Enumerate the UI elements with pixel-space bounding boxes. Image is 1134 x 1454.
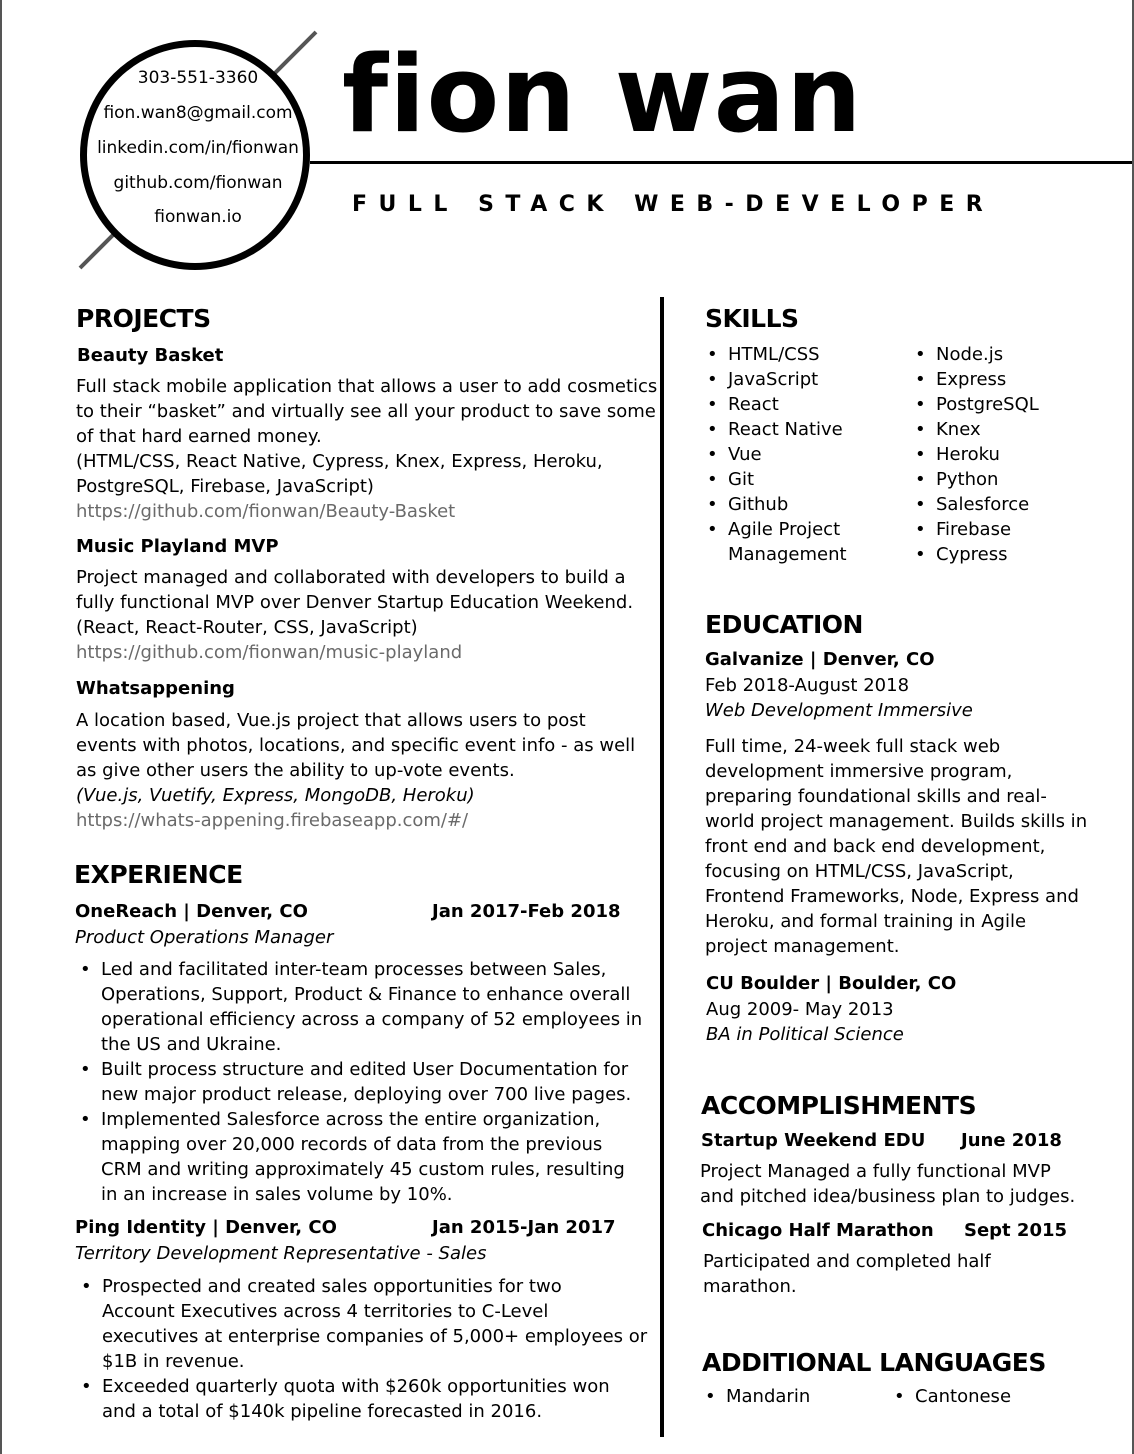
list-item: • Node.js — [912, 342, 1039, 367]
project-tech: (Vue.js, Vuetify, Express, MongoDB, Heroku) — [76, 785, 475, 806]
list-item: • HTML/CSS — [704, 342, 847, 367]
projects-heading: PROJECTS — [76, 304, 211, 333]
accomplishment-date: Sept 2015 — [964, 1220, 1068, 1241]
accomplishment-title: Startup Weekend EDU — [701, 1130, 926, 1151]
list-item: • Vue — [704, 442, 847, 467]
list-item: • Github — [704, 492, 847, 517]
list-item: • Agile Project Management — [704, 517, 847, 567]
school-dates: Aug 2009- May 2013 — [706, 999, 894, 1020]
experience-heading: EXPERIENCE — [74, 860, 243, 889]
job-dates: Jan 2017-Feb 2018 — [432, 901, 621, 922]
list-item: • Cantonese — [891, 1384, 1011, 1409]
list-item: • Git — [704, 467, 847, 492]
job-company: Ping Identity | Denver, CO — [75, 1217, 337, 1238]
list-item: • Heroku — [912, 442, 1039, 467]
list-item: • Knex — [912, 417, 1039, 442]
contact-linkedin[interactable]: linkedin.com/in/fionwan — [97, 138, 299, 158]
contact-phone: 303-551-3360 — [137, 68, 259, 88]
list-item: • Led and facilitated inter-team processes between Sales, Operations, Support, Product & Finance to enhance overall operational efficiency across a company of 52 employees in the US and Ukraine. — [77, 957, 642, 1057]
list-item: • Salesforce — [912, 492, 1039, 517]
languages-heading: ADDITIONAL LANGUAGES — [702, 1348, 1046, 1377]
resume-name: fion wan — [342, 33, 863, 156]
project-link[interactable]: https://whats-appening.firebaseapp.com/#/ — [76, 810, 469, 831]
school-description: Full time, 24-week full stack web development immersive program, preparing foundational skills and real- world project management. Builds skills in front end and back end development, focusing on HTML/CSS, JavaScript, Frontend Frameworks, Node, Express and Heroku, and formal training in Agile project management. — [705, 736, 1088, 957]
list-item: • Firebase — [912, 517, 1039, 542]
list-item: • Implemented Salesforce across the entire organization, mapping over 20,000 records of data from the previous CRM and writing approximately 45 custom rules, resulting in an increase in sales volume by 10%. — [77, 1107, 642, 1207]
school-program: BA in Political Science — [706, 1024, 904, 1045]
project-link[interactable]: https://github.com/fionwan/music-playland — [76, 642, 463, 663]
contact-github[interactable]: github.com/fionwan — [113, 173, 283, 193]
project-description: Project managed and collaborated with developers to build a fully functional MVP over Denver Startup Education Weekend. (React, React-Router, CSS, JavaScript) https://github.com/fionwan/music-playland — [76, 567, 634, 663]
project-title: Beauty Basket — [77, 345, 224, 366]
column-divider — [660, 297, 664, 1437]
list-item: • React — [704, 392, 847, 417]
list-item: • PostgreSQL — [912, 392, 1039, 417]
project-title: Whatsappening — [76, 678, 235, 699]
skills-heading: SKILLS — [705, 304, 799, 333]
list-item: • React Native — [704, 417, 847, 442]
languages-list-right — [891, 1384, 1011, 1409]
project-title: Music Playland MVP — [76, 536, 279, 557]
accomplishment-description: Participated and completed half marathon. — [703, 1251, 991, 1297]
accomplishment-title: Chicago Half Marathon — [702, 1220, 934, 1241]
accomplishment-date: June 2018 — [961, 1130, 1062, 1151]
job-bullets — [78, 1274, 647, 1424]
job-role: Territory Development Representative - Sales — [75, 1243, 487, 1264]
list-item: • Prospected and created sales opportunities for two Account Executives across 4 territories to C-Level executives at enterprise companies of 5,000+ employees or $1B in revenue. — [78, 1274, 647, 1374]
job-bullets — [77, 957, 642, 1207]
list-item: • Exceeded quarterly quota with $260k opportunities won and a total of $140k pipeline forecasted in 2016. — [78, 1374, 647, 1424]
job-company: OneReach | Denver, CO — [75, 901, 308, 922]
school-name: CU Boulder | Boulder, CO — [706, 973, 957, 994]
list-item: • Cypress — [912, 542, 1039, 567]
header-rule — [310, 161, 1132, 164]
school-name: Galvanize | Denver, CO — [705, 649, 935, 670]
resume-subtitle: FULL STACK WEB-DEVELOPER — [352, 192, 995, 217]
accomplishments-heading: ACCOMPLISHMENTS — [701, 1091, 977, 1120]
list-item: • Express — [912, 367, 1039, 392]
school-program: Web Development Immersive — [705, 700, 973, 721]
project-link[interactable]: https://github.com/fionwan/Beauty-Basket — [76, 501, 456, 522]
skills-list-right — [912, 342, 1039, 567]
list-item: • Built process structure and edited User Documentation for new major product release, deploying over 700 live pages. — [77, 1057, 642, 1107]
project-description: A location based, Vue.js project that allows users to post events with photos, locations, and specific event info - as well as give other users the ability to up-vote events. (Vue.js, Vuetify, Express, MongoDB, Heroku) https://whats-appening.firebaseapp.com/#/ — [76, 710, 636, 831]
education-heading: EDUCATION — [705, 610, 863, 639]
job-role: Product Operations Manager — [75, 927, 334, 948]
skills-list-left — [704, 342, 847, 567]
languages-list-left — [702, 1384, 810, 1409]
school-dates: Feb 2018-August 2018 — [705, 675, 910, 696]
list-item: • JavaScript — [704, 367, 847, 392]
list-item: • Python — [912, 467, 1039, 492]
project-description: Full stack mobile application that allows a user to add cosmetics to their “basket” and virtually see all your product to save some of that hard earned money. (HTML/CSS, React Native, Cypress, Knex, Express, Heroku, PostgreSQL, Firebase, JavaScript) https://github.com/fionwan/Beauty-Basket — [76, 376, 658, 522]
list-item: • Mandarin — [702, 1384, 810, 1409]
accomplishment-description: Project Managed a fully functional MVP and pitched idea/business plan to judges. — [700, 1161, 1076, 1207]
contact-website[interactable]: fionwan.io — [154, 207, 242, 227]
job-dates: Jan 2015-Jan 2017 — [432, 1217, 616, 1238]
contact-email[interactable]: fion.wan8@gmail.com — [103, 103, 293, 123]
